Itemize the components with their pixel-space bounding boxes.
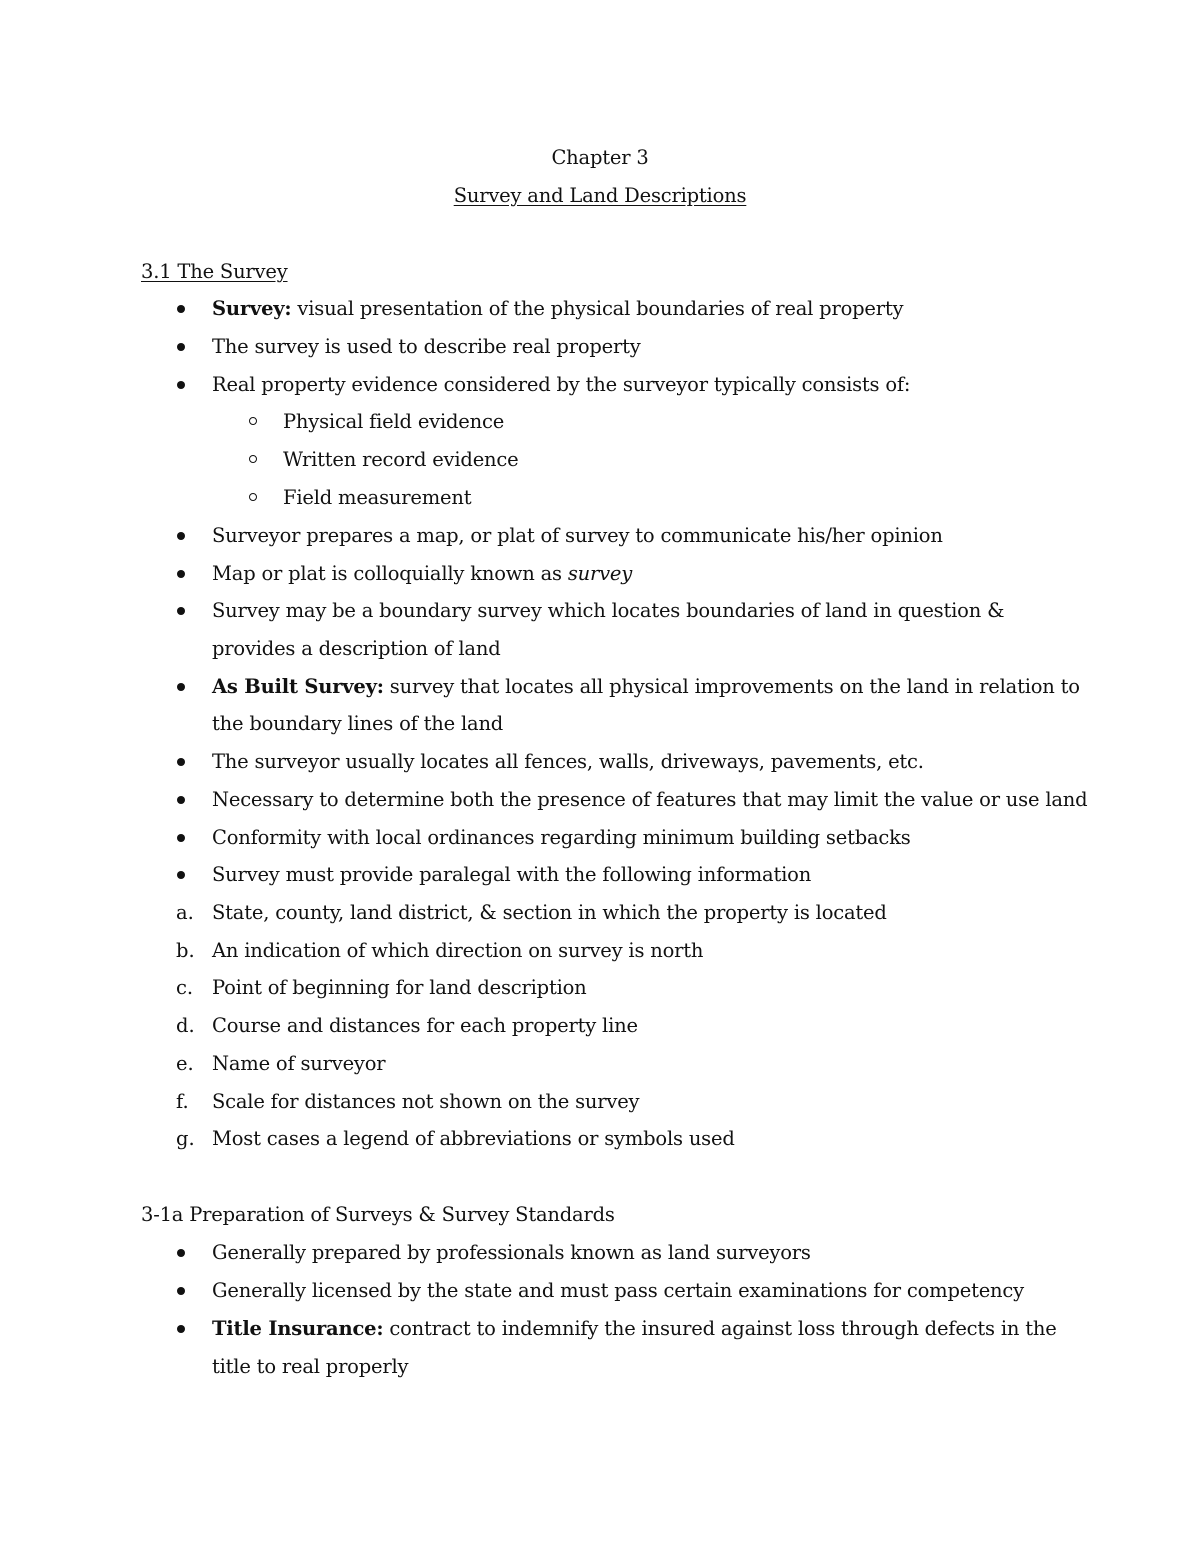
list-item: The survey is used to describe real property [212, 335, 641, 358]
list-item-continuation: provides a description of land [212, 637, 501, 660]
list-item: The surveyor usually locates all fences, walls, driveways, pavements, etc. [212, 750, 924, 773]
list-marker: c. [176, 976, 194, 999]
document-title [0, 184, 1200, 208]
list-item: Surveyor prepares a map, or plat of survey to communicate his/her opinion [212, 524, 943, 547]
definition-text: survey that locates all physical improvements on the land in relation to [383, 675, 1080, 698]
list-item: Real property evidence considered by the surveyor typically consists of: [212, 373, 911, 396]
lettered-item: Name of surveyor [212, 1052, 386, 1075]
emphasized-term: survey [567, 562, 633, 585]
section-heading-text: 3.1 The Survey [141, 260, 288, 283]
list-item-continuation: the boundary lines of the land [212, 712, 504, 735]
list-marker: d. [176, 1014, 195, 1037]
bullet-icon [177, 796, 185, 804]
definition-text: contract to indemnify the insured against loss through defects in the [383, 1317, 1057, 1340]
lettered-item: Most cases a legend of abbreviations or symbols used [212, 1127, 735, 1150]
list-marker: g. [176, 1127, 195, 1150]
list-item: Survey may be a boundary survey which locates boundaries of land in question & [212, 599, 1005, 622]
bullet-icon [177, 758, 185, 766]
circle-bullet-icon [249, 493, 257, 501]
bullet-icon [177, 834, 185, 842]
term-survey: Survey: [212, 297, 292, 320]
list-item [212, 675, 1080, 699]
section-heading-3-1a: 3-1a Preparation of Surveys & Survey Standards [141, 1203, 615, 1226]
bullet-icon [177, 532, 185, 540]
bullet-icon [177, 607, 185, 615]
list-item: Conformity with local ordinances regarding minimum building setbacks [212, 826, 911, 849]
chapter-number: Chapter 3 [551, 146, 649, 169]
list-item: Generally licensed by the state and must pass certain examinations for competency [212, 1279, 1024, 1302]
list-item-continuation: title to real properly [212, 1355, 409, 1378]
lettered-item: Scale for distances not shown on the survey [212, 1090, 640, 1113]
bullet-icon [177, 305, 185, 313]
sub-list-item: Physical field evidence [283, 410, 505, 433]
lettered-item: Course and distances for each property line [212, 1014, 638, 1037]
definition-text: visual presentation of the physical boundaries of real property [291, 297, 904, 320]
list-item [212, 562, 632, 586]
sub-list-item: Field measurement [283, 486, 472, 509]
list-item: Generally prepared by professionals known as land surveyors [212, 1241, 811, 1264]
list-item [212, 1317, 1057, 1341]
circle-bullet-icon [249, 455, 257, 463]
bullet-icon [177, 871, 185, 879]
term-as-built-survey: As Built Survey: [212, 675, 384, 698]
title-text: Survey and Land Descriptions [453, 184, 747, 207]
bullet-icon [177, 381, 185, 389]
list-marker: a. [176, 901, 194, 924]
section-heading-3-1 [141, 260, 288, 284]
lettered-item: State, county, land district, & section in which the property is located [212, 901, 887, 924]
list-marker: e. [176, 1052, 194, 1075]
list-marker: b. [176, 939, 195, 962]
item-text: Map or plat is colloquially known as [212, 562, 568, 585]
bullet-icon [177, 1287, 185, 1295]
bullet-icon [177, 683, 185, 691]
sub-list-item: Written record evidence [283, 448, 519, 471]
bullet-icon [177, 1249, 185, 1257]
term-title-insurance: Title Insurance: [212, 1317, 384, 1340]
list-item [212, 297, 903, 321]
bullet-icon [177, 1325, 185, 1333]
lettered-item: Point of beginning for land description [212, 976, 587, 999]
bullet-icon [177, 343, 185, 351]
list-item: Necessary to determine both the presence of features that may limit the value or use land [212, 788, 1088, 811]
list-item: Survey must provide paralegal with the following information [212, 863, 812, 886]
circle-bullet-icon [249, 417, 257, 425]
bullet-icon [177, 570, 185, 578]
lettered-item: An indication of which direction on survey is north [212, 939, 704, 962]
list-marker: f. [176, 1090, 189, 1113]
